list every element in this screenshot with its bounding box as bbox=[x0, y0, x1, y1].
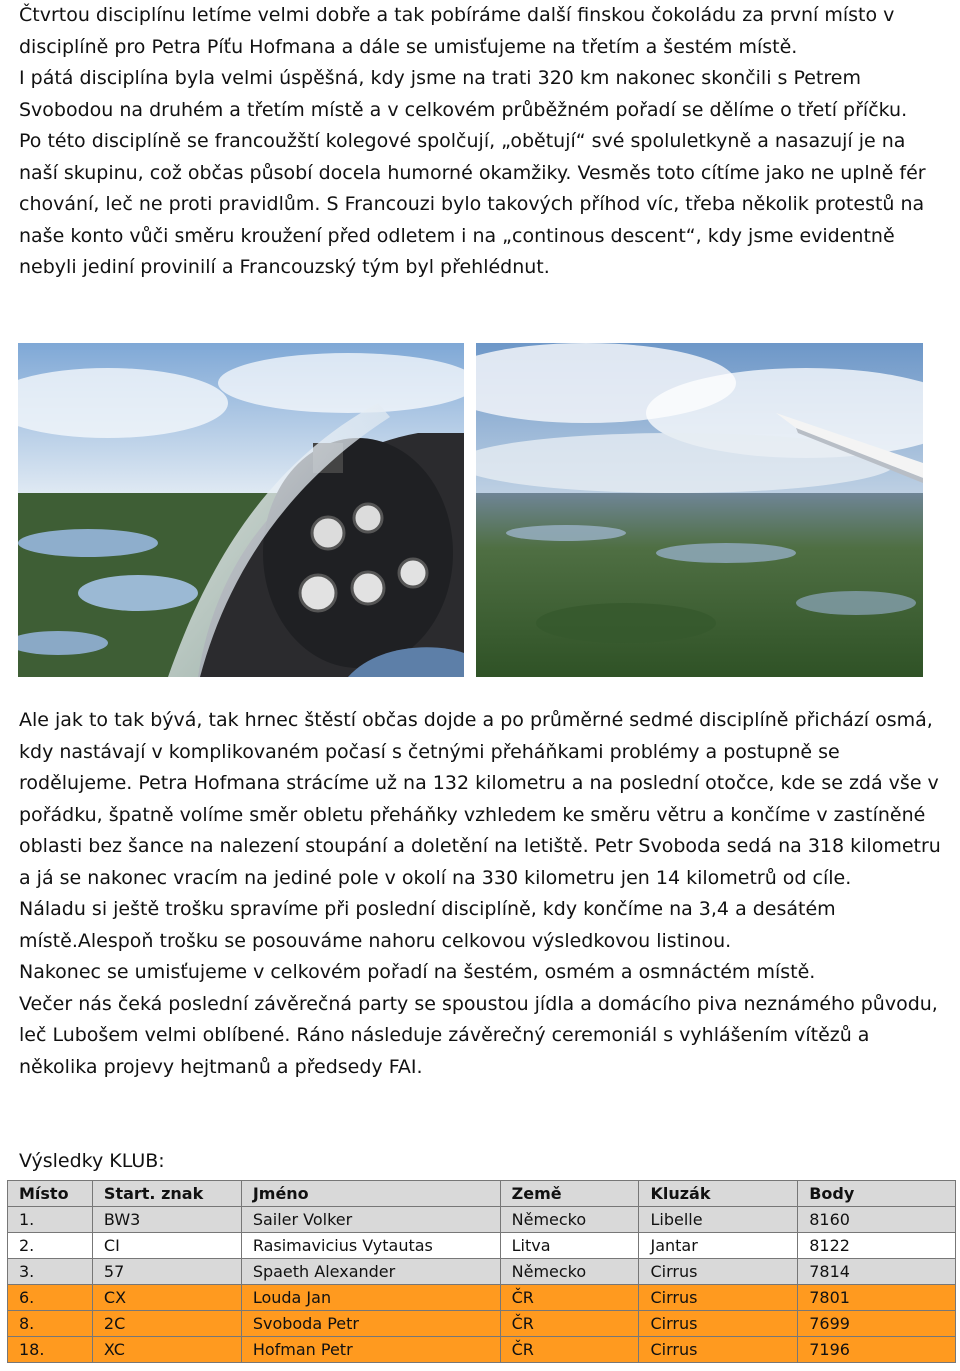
cell-name: Hofman Petr bbox=[241, 1337, 500, 1363]
cell-place: 1. bbox=[8, 1207, 93, 1233]
cell-name: Svoboda Petr bbox=[241, 1311, 500, 1337]
table-row bbox=[8, 1311, 956, 1337]
cell-country: ČR bbox=[500, 1285, 639, 1311]
header-points: Body bbox=[798, 1181, 956, 1207]
cell-name: Sailer Volker bbox=[241, 1207, 500, 1233]
paragraph-closing-party: Večer nás čeká poslední závěrečná party se spoustou jídla a domácího piva neznámého původu, leč Lubošem velmi oblíbené. Ráno následuje závěrečný ceremoniál s vyhlášením vítězů a několika projevy hejtmanů a předsedy FAI. bbox=[19, 992, 938, 1078]
cell-country: ČR bbox=[500, 1337, 639, 1363]
header-country: Země bbox=[500, 1181, 639, 1207]
paragraph-discipline-eight: Ale jak to tak bývá, tak hrnec štěstí občas dojde a po průměrné sedmé disciplíně přichází osmá, kdy nastávají v komplikovaném počasí s četnými přeháňkami problémy a postupně se rodělujeme. Petra Hofmana strácíme už na 132 kilometru a na poslední otočce, kde se zdá vše v pořádku, špatně volíme směr obletu přeháňky vzhledem ke směru větru a končíme v zastíněné oblasti bez šance na nalezení stoupání a doletění na letiště. Petr Svoboda sedá na 318 kilometru a já se nakonec vracím na jediné pole v okolí na 330 kilometru jen 14 kilometrů od cíle. bbox=[19, 709, 941, 889]
paragraph-french-team: Po této disciplíně se francoužští kolegové spolčují, „obětují“ své spoluletkyně a nasazují je na naší skupinu, což občas působí docela humorné okamžiky. Vesměs toto cítíme jako ne uplně fér chování, leč ne proti pravidlům. S Francouzi bylo takových příhod víc, třeba několik protestů na naše konto vůči směru kroužení před odletem i na „continous descent“, kdy jsme evidentně nebyli jediní provinilí a Francouzský tým byl přehlédnut. bbox=[19, 130, 926, 278]
table-row bbox=[8, 1207, 956, 1233]
paragraph-last-discipline: Náladu si ještě trošku spravíme při poslední disciplíně, kdy končíme na 3,4 a desátém místě.Alespoň trošku se posouváme nahoru celkovou výsledkovou listinou. bbox=[19, 898, 836, 952]
table-row bbox=[8, 1285, 956, 1311]
results-title: Výsledky KLUB: bbox=[19, 1150, 165, 1172]
cell-start-sign: CI bbox=[92, 1233, 241, 1259]
cell-points: 8160 bbox=[798, 1207, 956, 1233]
paragraph-discipline-four: Čtvrtou disciplínu letíme velmi dobře a tak pobíráme další finskou čokoládu za první místo v disciplíně pro Petra Píťu Hofmana a dále se umisťujeme na třetím a šestém místě. bbox=[19, 4, 895, 58]
cell-country: Německo bbox=[500, 1207, 639, 1233]
cell-place: 18. bbox=[8, 1337, 93, 1363]
cell-points: 8122 bbox=[798, 1233, 956, 1259]
paragraph-final-standing: Nakonec se umisťujeme v celkovém pořadí na šestém, osmém a osmnáctém místě. bbox=[19, 961, 816, 983]
header-place: Místo bbox=[8, 1181, 93, 1207]
cell-place: 6. bbox=[8, 1285, 93, 1311]
cell-name: Spaeth Alexander bbox=[241, 1259, 500, 1285]
cell-country: Litva bbox=[500, 1233, 639, 1259]
cell-country: Německo bbox=[500, 1259, 639, 1285]
cell-points: 7814 bbox=[798, 1259, 956, 1285]
cell-points: 7699 bbox=[798, 1311, 956, 1337]
header-start-sign: Start. znak bbox=[92, 1181, 241, 1207]
table-row bbox=[8, 1233, 956, 1259]
header-glider: Kluzák bbox=[639, 1181, 798, 1207]
header-name: Jméno bbox=[241, 1181, 500, 1207]
cell-place: 3. bbox=[8, 1259, 93, 1285]
cell-glider: Cirrus bbox=[639, 1337, 798, 1363]
cell-glider: Cirrus bbox=[639, 1259, 798, 1285]
article-text-bottom bbox=[19, 705, 949, 1083]
cell-country: ČR bbox=[500, 1311, 639, 1337]
cell-start-sign: BW3 bbox=[92, 1207, 241, 1233]
cell-glider: Libelle bbox=[639, 1207, 798, 1233]
cell-place: 2. bbox=[8, 1233, 93, 1259]
cell-start-sign: XC bbox=[92, 1337, 241, 1363]
photo-aerial-landscape bbox=[476, 343, 923, 677]
table-row bbox=[8, 1337, 956, 1363]
cell-start-sign: 2C bbox=[92, 1311, 241, 1337]
cell-name: Louda Jan bbox=[241, 1285, 500, 1311]
cell-glider: Cirrus bbox=[639, 1285, 798, 1311]
cell-points: 7196 bbox=[798, 1337, 956, 1363]
cell-glider: Cirrus bbox=[639, 1311, 798, 1337]
results-table bbox=[7, 1180, 956, 1363]
article-text-top bbox=[19, 0, 949, 284]
cell-name: Rasimavicius Vytautas bbox=[241, 1233, 500, 1259]
table-row bbox=[8, 1259, 956, 1285]
cell-start-sign: CX bbox=[92, 1285, 241, 1311]
results-header-row bbox=[8, 1181, 956, 1207]
cell-start-sign: 57 bbox=[92, 1259, 241, 1285]
photo-glider-cockpit bbox=[18, 343, 464, 677]
paragraph-discipline-five: I pátá disciplína byla velmi úspěšná, kdy jsme na trati 320 km nakonec skončili s Petrem Svobodou na druhém a třetím místě a v celkovém průběžném pořadí se dělíme o třetí příčku. bbox=[19, 67, 908, 121]
cell-place: 8. bbox=[8, 1311, 93, 1337]
cell-points: 7801 bbox=[798, 1285, 956, 1311]
cell-glider: Jantar bbox=[639, 1233, 798, 1259]
